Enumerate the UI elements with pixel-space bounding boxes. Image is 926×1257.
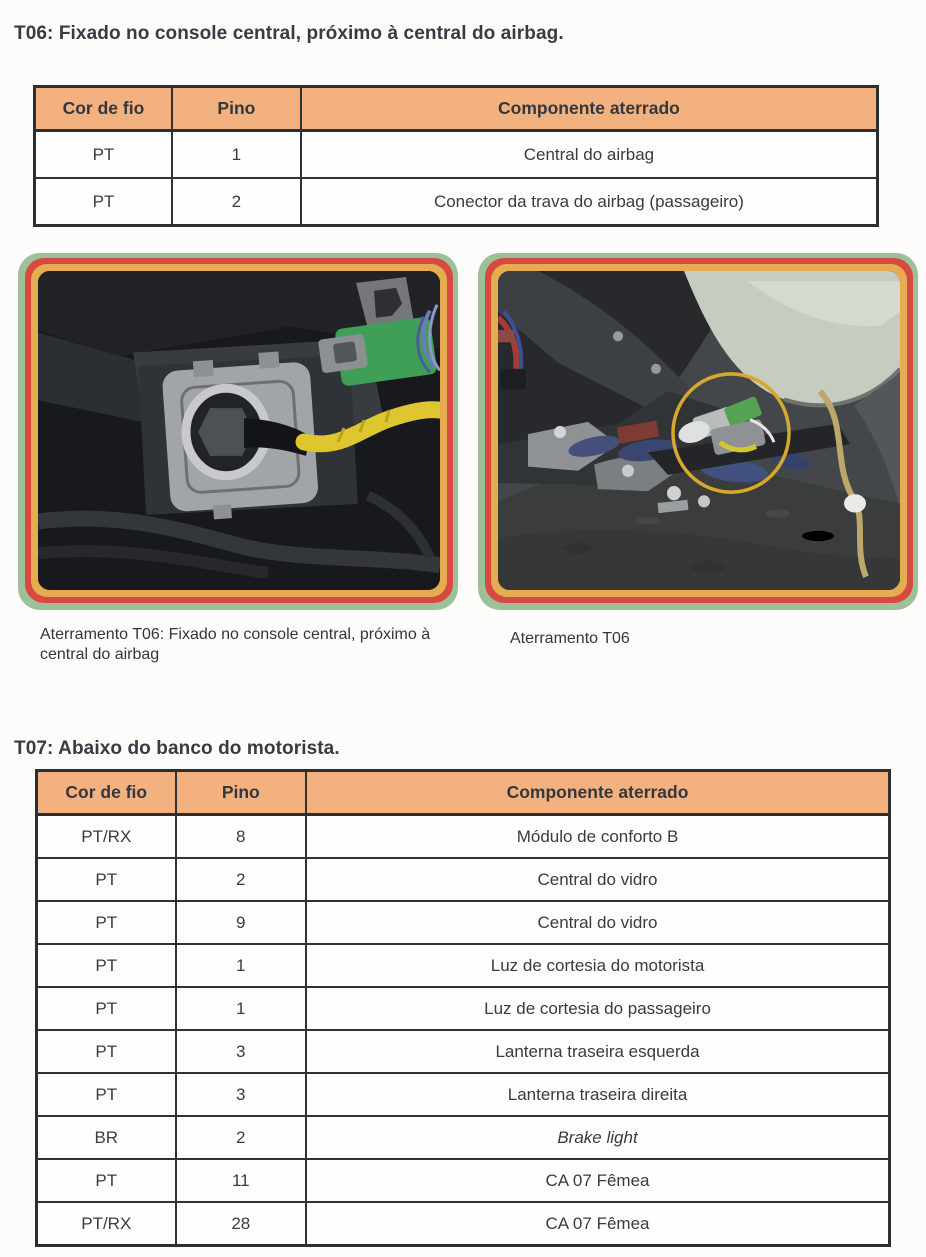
table-row — [37, 858, 890, 901]
photo-t06-closeup — [38, 271, 440, 590]
pin-cell: 1 — [176, 987, 307, 1030]
component-cell: CA 07 Fêmea — [306, 1159, 889, 1202]
component-cell: Luz de cortesia do motorista — [306, 944, 889, 987]
table-row — [37, 1202, 890, 1246]
photo-frame-red — [25, 258, 453, 603]
section-t06-heading: T06: Fixado no console central, próximo à central do airbag. — [14, 22, 564, 44]
table-row — [37, 815, 890, 859]
wire-color-cell: PT — [37, 1159, 176, 1202]
component-cell: Central do airbag — [301, 131, 878, 179]
t07-ground-table — [35, 769, 891, 1247]
table-row — [37, 1116, 890, 1159]
pin-cell: 2 — [172, 178, 301, 226]
wire-color-cell: PT — [37, 1030, 176, 1073]
col-header-wire-color: Cor de fio — [35, 87, 172, 131]
table-row — [37, 1073, 890, 1116]
photo-frame-green — [478, 253, 918, 610]
table-row — [37, 1030, 890, 1073]
component-cell: Conector da trava do airbag (passageiro) — [301, 178, 878, 226]
table-row — [35, 131, 878, 179]
component-cell: Central do vidro — [306, 901, 889, 944]
figure-t06-closeup — [18, 253, 458, 666]
pin-cell: 28 — [176, 1202, 307, 1246]
wire-color-cell: PT/RX — [37, 1202, 176, 1246]
table-row — [37, 944, 890, 987]
photo-frame-yellow — [31, 264, 447, 597]
pin-cell: 8 — [176, 815, 307, 859]
table-row — [35, 178, 878, 226]
figure-t06-location — [478, 253, 918, 666]
photo-frame-red — [485, 258, 913, 603]
photo-row — [18, 253, 918, 666]
table-row — [37, 1159, 890, 1202]
pin-cell: 9 — [176, 901, 307, 944]
table-header-row — [37, 771, 890, 815]
wire-color-cell: PT — [35, 178, 172, 226]
col-header-pin: Pino — [176, 771, 307, 815]
table-row — [37, 901, 890, 944]
component-cell: Módulo de conforto B — [306, 815, 889, 859]
pin-cell: 2 — [176, 858, 307, 901]
pin-cell: 11 — [176, 1159, 307, 1202]
col-header-pin: Pino — [172, 87, 301, 131]
wire-color-cell: PT — [37, 944, 176, 987]
wire-color-cell: PT — [37, 901, 176, 944]
pin-cell: 1 — [172, 131, 301, 179]
photo-t06-location-illustration — [498, 271, 900, 590]
photo-t06-closeup-illustration — [38, 271, 440, 590]
caption-t06-closeup: Aterramento T06: Fixado no console central, próximo à central do airbag — [40, 626, 431, 664]
col-header-wire-color: Cor de fio — [37, 771, 176, 815]
table-row — [37, 987, 890, 1030]
wire-color-cell: BR — [37, 1116, 176, 1159]
pin-cell: 1 — [176, 944, 307, 987]
section-t07-heading: T07: Abaixo do banco do motorista. — [14, 737, 340, 759]
pin-cell: 2 — [176, 1116, 307, 1159]
photo-t06-location — [498, 271, 900, 590]
component-cell: Luz de cortesia do passageiro — [306, 987, 889, 1030]
wire-color-cell: PT/RX — [37, 815, 176, 859]
table-header-row — [35, 87, 878, 131]
caption-t06-location: Aterramento T06 — [510, 630, 630, 647]
col-header-component: Componente aterrado — [306, 771, 889, 815]
component-cell: Lanterna traseira esquerda — [306, 1030, 889, 1073]
component-cell: Lanterna traseira direita — [306, 1073, 889, 1116]
wire-color-cell: PT — [37, 1073, 176, 1116]
photo-frame-green — [18, 253, 458, 610]
photo-frame-yellow — [491, 264, 907, 597]
wire-color-cell: PT — [37, 987, 176, 1030]
col-header-component: Componente aterrado — [301, 87, 878, 131]
pin-cell: 3 — [176, 1073, 307, 1116]
pin-cell: 3 — [176, 1030, 307, 1073]
component-cell: Brake light — [306, 1116, 889, 1159]
component-cell: Central do vidro — [306, 858, 889, 901]
wire-color-cell: PT — [37, 858, 176, 901]
wire-color-cell: PT — [35, 131, 172, 179]
component-cell: CA 07 Fêmea — [306, 1202, 889, 1246]
t06-ground-table — [33, 85, 879, 227]
